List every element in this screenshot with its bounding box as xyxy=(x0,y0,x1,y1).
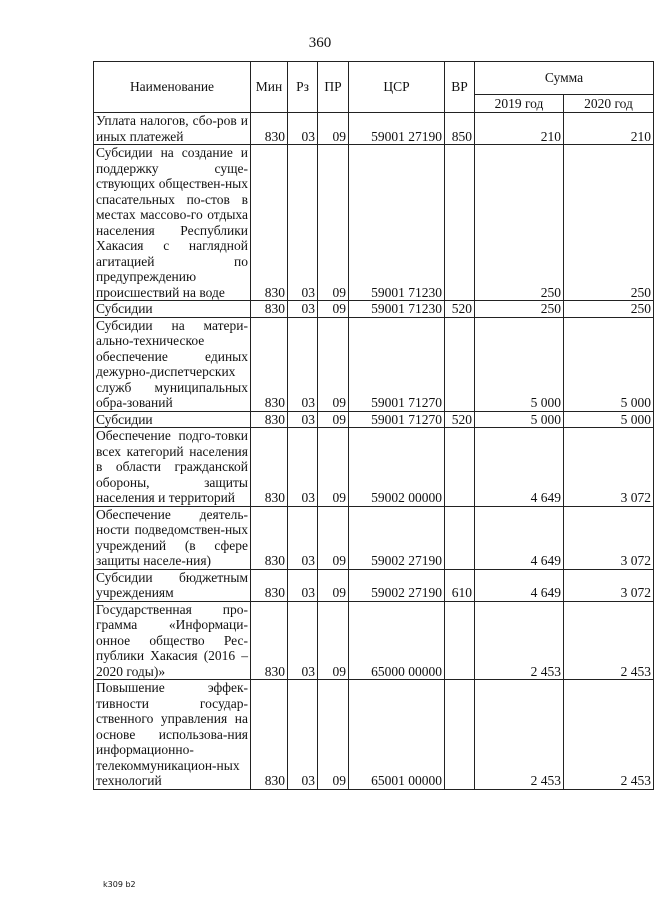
cell-csr: 59001 71270 xyxy=(349,317,445,411)
cell-csr: 59001 27190 xyxy=(349,113,445,145)
table-row xyxy=(94,113,654,145)
cell-min: 830 xyxy=(251,301,288,318)
cell-csr: 59002 27190 xyxy=(349,506,445,569)
cell-csr: 59001 71230 xyxy=(349,145,445,301)
cell-sum-2020: 5 000 xyxy=(564,317,654,411)
cell-pr: 09 xyxy=(318,145,349,301)
cell-sum-2020: 2 453 xyxy=(564,601,654,680)
cell-pr: 09 xyxy=(318,680,349,790)
cell-sum-2019: 2 453 xyxy=(475,601,564,680)
table-row xyxy=(94,569,654,601)
cell-pr: 09 xyxy=(318,506,349,569)
cell-rz: 03 xyxy=(288,569,318,601)
cell-rz: 03 xyxy=(288,601,318,680)
table-row xyxy=(94,428,654,507)
cell-csr: 65000 00000 xyxy=(349,601,445,680)
table-row xyxy=(94,145,654,301)
cell-min: 830 xyxy=(251,145,288,301)
cell-sum-2019: 4 649 xyxy=(475,569,564,601)
cell-name: Субсидии бюджетным учреждениям xyxy=(94,569,251,601)
cell-vr xyxy=(445,317,475,411)
cell-sum-2020: 210 xyxy=(564,113,654,145)
col-header-csr: ЦСР xyxy=(349,62,445,113)
cell-vr xyxy=(445,428,475,507)
cell-csr: 59002 00000 xyxy=(349,428,445,507)
budget-table xyxy=(93,61,654,790)
cell-name: Субсидии на матери-ально-техническое обеспечение единых дежурно-диспетчерских служб муниципальных обра-зований xyxy=(94,317,251,411)
col-header-pr: ПР xyxy=(318,62,349,113)
cell-vr xyxy=(445,680,475,790)
cell-rz: 03 xyxy=(288,428,318,507)
cell-csr: 65001 00000 xyxy=(349,680,445,790)
cell-name: Уплата налогов, сбо-ров и иных платежей xyxy=(94,113,251,145)
footer-code: k309 b2 xyxy=(103,880,136,889)
cell-min: 830 xyxy=(251,428,288,507)
cell-sum-2020: 3 072 xyxy=(564,569,654,601)
cell-sum-2019: 5 000 xyxy=(475,411,564,428)
cell-sum-2020: 250 xyxy=(564,145,654,301)
cell-min: 830 xyxy=(251,569,288,601)
cell-vr: 610 xyxy=(445,569,475,601)
cell-pr: 09 xyxy=(318,113,349,145)
cell-rz: 03 xyxy=(288,317,318,411)
cell-vr: 850 xyxy=(445,113,475,145)
cell-vr: 520 xyxy=(445,411,475,428)
cell-name: Повышение эффек-тивности государ-ственного управления на основе использова-ния информационно-телекоммуникацион-ных технологий xyxy=(94,680,251,790)
cell-sum-2019: 4 649 xyxy=(475,506,564,569)
cell-sum-2019: 210 xyxy=(475,113,564,145)
cell-sum-2020: 250 xyxy=(564,301,654,318)
table-header xyxy=(94,62,654,113)
cell-rz: 03 xyxy=(288,145,318,301)
cell-min: 830 xyxy=(251,680,288,790)
cell-name: Обеспечение деятель-ности подведомствен-ных учреждений (в сфере защиты населе-ния) xyxy=(94,506,251,569)
cell-rz: 03 xyxy=(288,113,318,145)
col-header-vr: ВР xyxy=(445,62,475,113)
cell-sum-2020: 3 072 xyxy=(564,506,654,569)
cell-pr: 09 xyxy=(318,601,349,680)
cell-rz: 03 xyxy=(288,680,318,790)
table-row xyxy=(94,680,654,790)
cell-min: 830 xyxy=(251,411,288,428)
cell-pr: 09 xyxy=(318,411,349,428)
cell-rz: 03 xyxy=(288,411,318,428)
col-header-min: Мин xyxy=(251,62,288,113)
cell-sum-2019: 4 649 xyxy=(475,428,564,507)
table-row xyxy=(94,317,654,411)
cell-min: 830 xyxy=(251,601,288,680)
col-header-year-2019: 2019 год xyxy=(475,95,564,113)
col-header-year-2020: 2020 год xyxy=(564,95,654,113)
cell-sum-2020: 5 000 xyxy=(564,411,654,428)
cell-csr: 59001 71230 xyxy=(349,301,445,318)
cell-name: Субсидии xyxy=(94,411,251,428)
cell-name: Субсидии xyxy=(94,301,251,318)
cell-name: Обеспечение подго-товки всех категорий населения в области гражданской обороны, защиты населения и территорий xyxy=(94,428,251,507)
cell-rz: 03 xyxy=(288,301,318,318)
page-number: 360 xyxy=(308,35,332,51)
cell-min: 830 xyxy=(251,113,288,145)
cell-vr: 520 xyxy=(445,301,475,318)
table-row xyxy=(94,601,654,680)
table-row xyxy=(94,411,654,428)
cell-sum-2019: 2 453 xyxy=(475,680,564,790)
table-row xyxy=(94,301,654,318)
cell-vr xyxy=(445,145,475,301)
cell-sum-2020: 2 453 xyxy=(564,680,654,790)
cell-min: 830 xyxy=(251,317,288,411)
col-header-rz: Рз xyxy=(288,62,318,113)
cell-vr xyxy=(445,601,475,680)
cell-pr: 09 xyxy=(318,301,349,318)
cell-name: Субсидии на создание и поддержку суще-ствующих обществен-ных спасательных по-стов в местах массово-го отдыха населения Республики Хакасия с наглядной агитацией по предупреждению происшествий на воде xyxy=(94,145,251,301)
cell-sum-2019: 250 xyxy=(475,145,564,301)
table-row xyxy=(94,506,654,569)
col-header-name: Наименование xyxy=(94,62,251,113)
cell-sum-2020: 3 072 xyxy=(564,428,654,507)
cell-name: Государственная про-грамма «Информаци-онное общество Рес-публики Хакасия (2016 – 2020 годы)» xyxy=(94,601,251,680)
table-body xyxy=(94,113,654,790)
cell-pr: 09 xyxy=(318,428,349,507)
cell-min: 830 xyxy=(251,506,288,569)
cell-csr: 59001 71270 xyxy=(349,411,445,428)
cell-rz: 03 xyxy=(288,506,318,569)
col-header-sum: Сумма xyxy=(475,62,654,95)
cell-sum-2019: 5 000 xyxy=(475,317,564,411)
cell-csr: 59002 27190 xyxy=(349,569,445,601)
cell-vr xyxy=(445,506,475,569)
cell-sum-2019: 250 xyxy=(475,301,564,318)
cell-pr: 09 xyxy=(318,317,349,411)
cell-pr: 09 xyxy=(318,569,349,601)
